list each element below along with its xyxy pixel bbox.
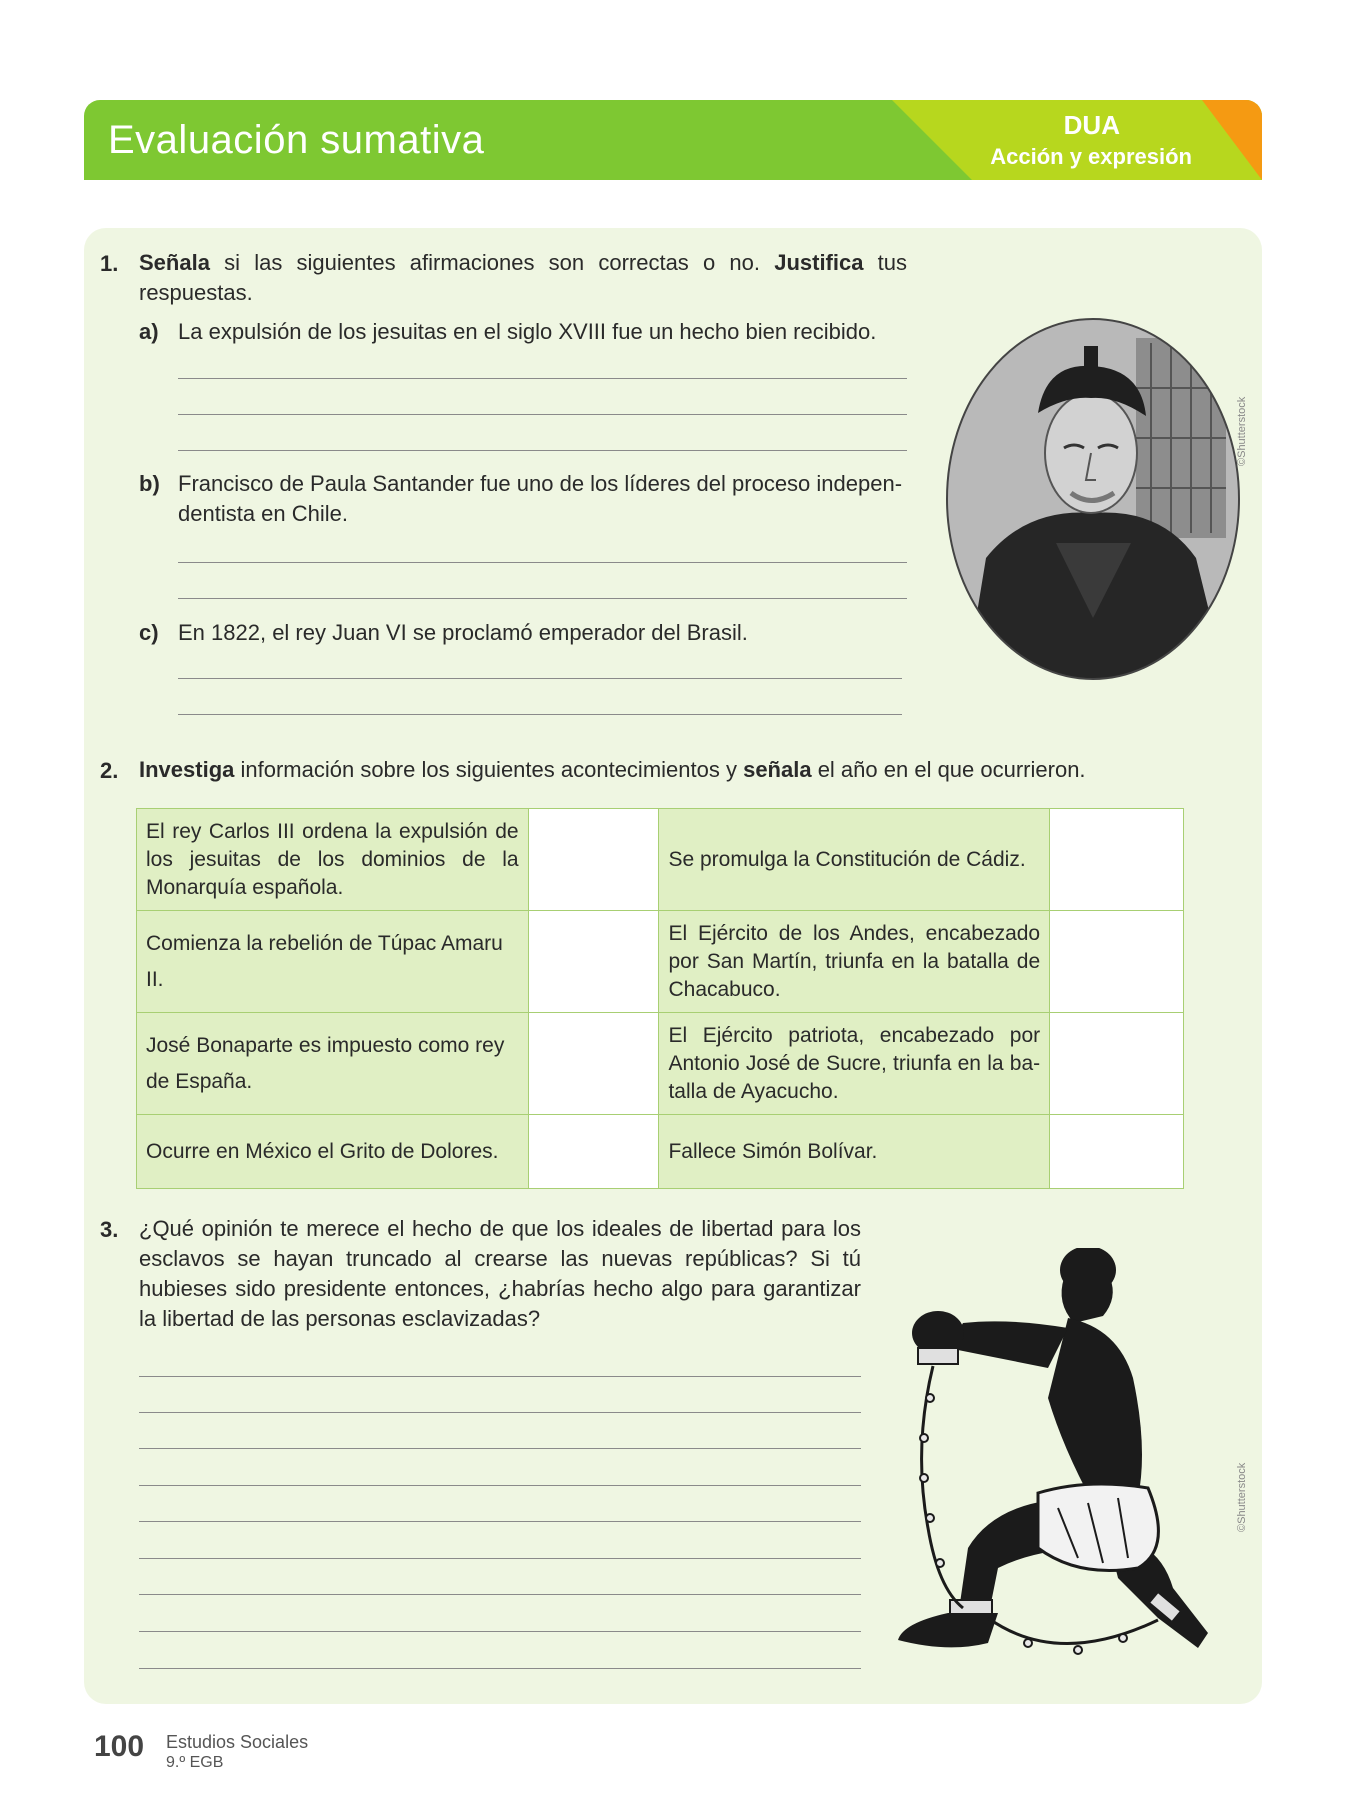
q1-prompt	[139, 248, 907, 308]
dua-subtitle: Acción y expresión	[990, 144, 1192, 169]
answer-line[interactable]	[139, 1412, 861, 1413]
answer-line[interactable]	[178, 378, 907, 379]
q1b-label: b)	[139, 471, 160, 496]
event-cell: El Ejército patriota, encabezado por Antonio José de Sucre, triunfa en la ba-talla de Ayacucho.	[659, 1013, 1050, 1115]
footer-grade: 9.º EGB	[166, 1754, 224, 1771]
answer-line[interactable]	[178, 450, 907, 451]
q2-text-1: información sobre los siguientes acontecimientos y	[234, 757, 744, 782]
answer-line[interactable]	[178, 562, 907, 563]
answer-line[interactable]	[178, 678, 902, 679]
year-answer-cell[interactable]	[528, 809, 659, 911]
page-title: Evaluación sumativa	[108, 118, 485, 162]
q1-text-2: tus respuestas.	[139, 250, 908, 305]
q1-number: 1.	[100, 251, 119, 276]
year-answer-cell[interactable]	[528, 1013, 659, 1115]
event-cell: Se promulga la Constitución de Cádiz.	[659, 809, 1050, 911]
q2-number: 2.	[100, 758, 119, 783]
page-number: 100	[94, 1730, 145, 1763]
answer-line[interactable]	[178, 414, 907, 415]
answer-line[interactable]	[139, 1668, 861, 1669]
slave-image-credit: ©Shutterstock	[1236, 1462, 1248, 1532]
q3-prompt: ¿Qué opinión te merece el hecho de que los ideales de libertad para los esclavos se hayan truncado al crearse las nuevas repúblicas? Si tú hubieses sido presidente entonces, ¿habrías hecho algo para garantizar la libertad de las personas esclavizadas?	[139, 1216, 861, 1331]
q1-text-1: si las siguientes afirmaciones son correctas o no.	[209, 250, 775, 275]
event-cell: Ocurre en México el Grito de Dolores.	[137, 1115, 529, 1189]
q1c-text: En 1822, el rey Juan VI se proclamó emperador del Brasil.	[178, 620, 748, 645]
q1a-text: La expulsión de los jesuitas en el siglo XVIII fue un hecho bien recibido.	[178, 319, 877, 344]
table-row	[137, 1115, 1184, 1189]
year-answer-cell[interactable]	[528, 1115, 659, 1189]
answer-line[interactable]	[139, 1631, 861, 1632]
header-bar	[84, 100, 1262, 180]
q2-text-2: el año en el que ocurrieron.	[811, 757, 1086, 782]
table-row	[137, 809, 1184, 911]
dua-title: DUA	[1063, 110, 1120, 140]
answer-line[interactable]	[139, 1485, 861, 1486]
answer-line[interactable]	[139, 1448, 861, 1449]
answer-line[interactable]	[178, 598, 907, 599]
q2-verb-senala: señala	[743, 757, 812, 782]
answer-line[interactable]	[139, 1521, 861, 1522]
q1c-label: c)	[139, 620, 159, 645]
q2-prompt	[139, 755, 1199, 785]
event-cell: El rey Carlos III ordena la expulsión de los jesuitas de los dominios de la Monarquía española.	[137, 809, 529, 911]
event-cell: Comienza la rebelión de Túpac Amaru II.	[137, 911, 529, 1013]
event-cell: Fallece Simón Bolívar.	[659, 1115, 1050, 1189]
answer-line[interactable]	[178, 714, 902, 715]
jesuit-portrait-image	[946, 318, 1240, 680]
q2-verb-investiga: Investiga	[139, 757, 235, 782]
event-cell: José Bonaparte es impuesto como rey de España.	[137, 1013, 529, 1115]
q1-verb-senala: Señala	[139, 250, 210, 275]
year-answer-cell[interactable]	[1050, 911, 1184, 1013]
footer-subject: Estudios Sociales	[166, 1732, 309, 1752]
enslaved-person-silhouette-image	[888, 1248, 1228, 1678]
q1b-text: Francisco de Paula Santander fue uno de los líderes del proceso indepen-dentista en Chile.	[178, 471, 903, 526]
answer-line[interactable]	[139, 1558, 861, 1559]
year-answer-cell[interactable]	[1050, 1115, 1184, 1189]
year-answer-cell[interactable]	[528, 911, 659, 1013]
q3-number: 3.	[100, 1217, 119, 1242]
event-cell: El Ejército de los Andes, encabezado por San Martín, triunfa en la batalla de Chacabuco.	[659, 911, 1050, 1013]
q1a-label: a)	[139, 319, 159, 344]
events-table	[136, 808, 1184, 1189]
table-row	[137, 1013, 1184, 1115]
answer-line[interactable]	[139, 1594, 861, 1595]
year-answer-cell[interactable]	[1050, 1013, 1184, 1115]
year-answer-cell[interactable]	[1050, 809, 1184, 911]
answer-line[interactable]	[139, 1376, 861, 1377]
q1-verb-justifica: Justifica	[774, 250, 864, 275]
portrait-credit: ©Shutterstock	[1236, 396, 1248, 466]
table-row	[137, 911, 1184, 1013]
